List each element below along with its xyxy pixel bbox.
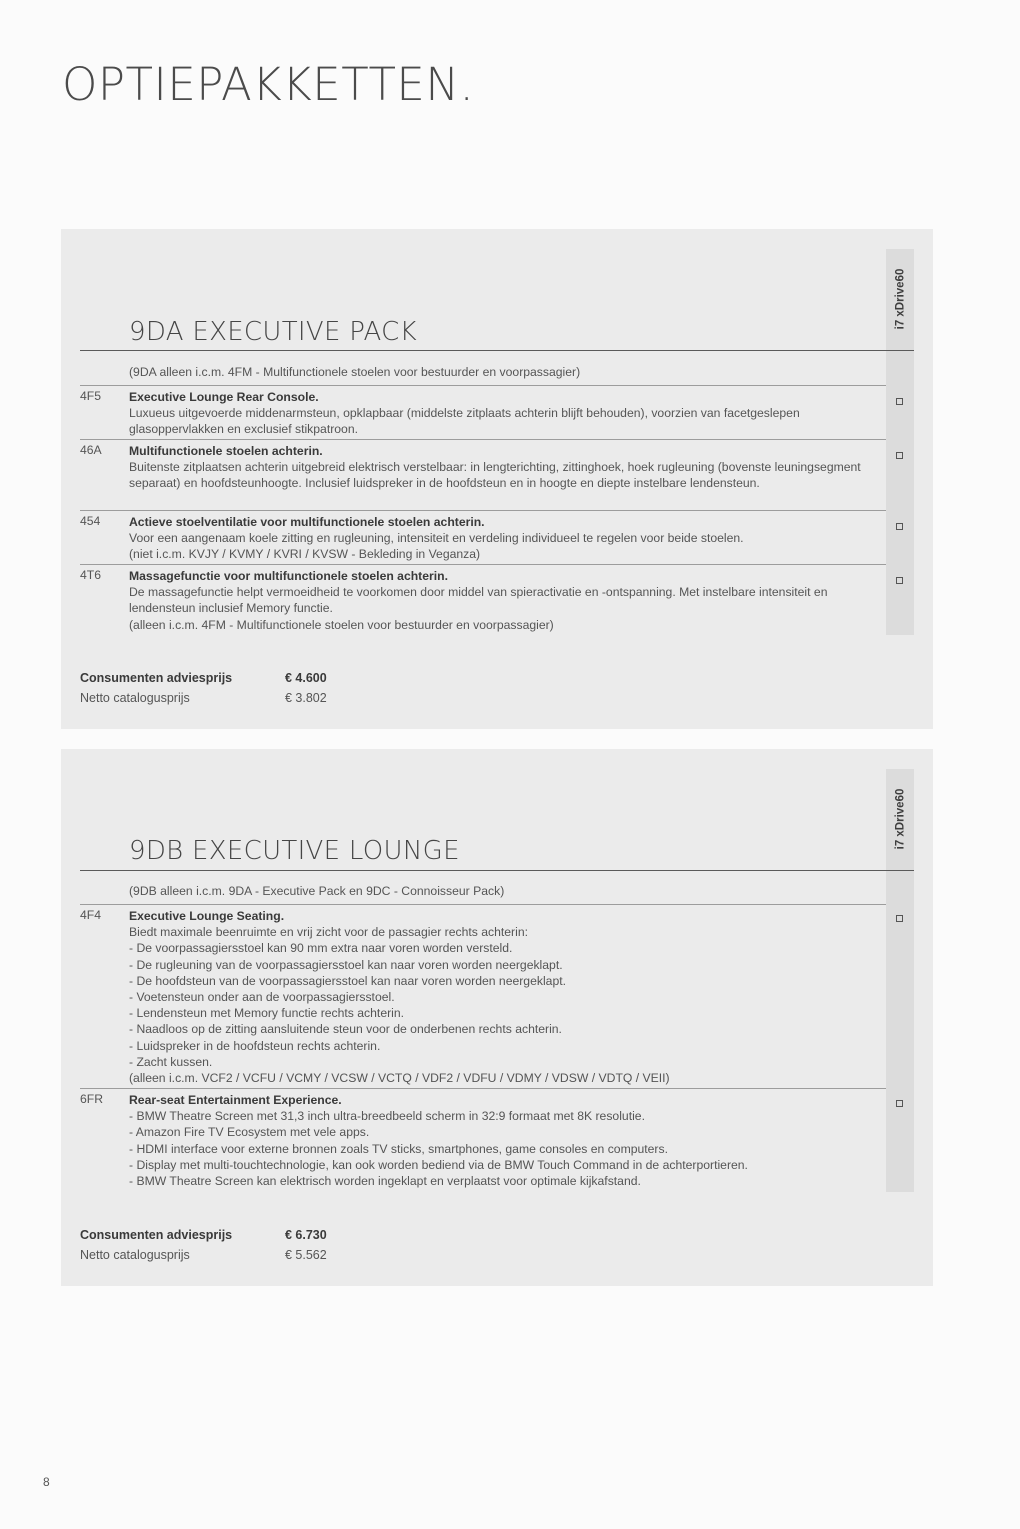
option-code: 454 [80,514,101,528]
option-description [129,1092,869,1189]
option-code: 46A [80,443,102,457]
pack-note: (9DA alleen i.c.m. 4FM - Multifunctionele stoelen voor bestuurder en voorpassagier) [129,365,581,379]
option-bullet: - Voetensteun onder aan de voorpassagiersstoel. [129,990,395,1005]
net-price-label: Netto catalogusprijs [80,1248,190,1262]
pack-title: 9DA EXECUTIVE PACK [129,317,417,347]
page-title: OPTIEPAKKETTEN. [62,58,475,111]
option-description [129,389,869,438]
divider [80,1088,886,1089]
divider [80,385,886,386]
option-bullet: - Zacht kussen. [129,1054,213,1069]
option-bullet: - Display met multi-touchtechnologie, kan ook worden bediend via de BMW Touch Command in de achterportieren. [129,1157,748,1172]
consumer-price-value: € 6.730 [285,1228,327,1242]
model-label [886,769,914,869]
option-text: De massagefunctie helpt vermoeidheid te voorkomen door middel van spieractivatie en -ontspanning. Met instelbare intensiteit en lendensteun inclusief Memory functie. [129,585,828,616]
option-description [129,443,869,492]
option-bullet: - De voorpassagiersstoel kan 90 mm extra naar voren worden versteld. [129,941,513,956]
option-description [129,908,869,1086]
pack-note: (9DB alleen i.c.m. 9DA - Executive Pack en 9DC - Connoisseur Pack) [129,884,505,898]
option-bullet: - HDMI interface voor externe bronnen zoals TV sticks, smartphones, game consoles en computers. [129,1141,668,1156]
title-divider [80,350,914,351]
availability-checkbox [896,452,903,459]
option-code: 4F4 [80,908,102,922]
option-name: Multifunctionele stoelen achterin. [129,444,323,458]
net-price-value: € 5.562 [285,1248,327,1262]
availability-checkbox [896,523,903,530]
option-text: Buitenste zitplaatsen achterin uitgebreid elektrisch verstelbaar: in lengterichting, zittinghoek, hoek rugleuning (bovenste leuningsegment separaat) en hoofdsteunhoogte. Inclusief luidspreker in de hoofdsteun en in hoogte en diepte instelbare lendensteun. [129,460,861,491]
availability-checkbox [896,915,903,922]
option-restriction: (niet i.c.m. KVJY / KVMY / KVRI / KVSW - Bekleding in Veganza) [129,547,481,562]
option-bullet: - BMW Theatre Screen kan elektrisch worden ingeklapt en verplaatst voor optimale kijkafstand. [129,1174,641,1189]
option-name: Executive Lounge Seating. [129,909,285,923]
option-description [129,568,869,633]
option-bullet: - De hoofdsteun van de voorpassagiersstoel kan naar voren worden neergeklapt. [129,973,566,988]
model-name: i7 xDrive60 [894,268,906,330]
consumer-price-label: Consumenten adviesprijs [80,671,233,685]
option-restriction: (alleen i.c.m. VCF2 / VCFU / VCMY / VCSW / VCTQ / VDF2 / VDFU / VDMY / VDSW / VDTQ / VEII) [129,1071,670,1086]
net-price-value: € 3.802 [285,691,327,705]
option-code: 4F5 [80,389,102,403]
consumer-price-value: € 4.600 [285,671,327,685]
option-name: Rear-seat Entertainment Experience. [129,1093,342,1107]
page-number: 8 [43,1475,50,1489]
divider [80,439,886,440]
option-name: Actieve stoelventilatie voor multifunctionele stoelen achterin. [129,515,485,529]
option-name: Executive Lounge Rear Console. [129,390,319,404]
option-description [129,514,869,563]
option-code: 6FR [80,1092,104,1106]
divider [80,564,886,565]
option-text: Luxueus uitgevoerde middenarmsteun, opklapbaar (middelste zitplaats achterin blijft behouden), voorzien van facetgeslepen glasoppervlakken en exclusief stikpatroon. [129,406,800,437]
availability-checkbox [896,398,903,405]
option-bullet: - Naadloos op de zitting aansluitende steun voor de onderbenen rechts achterin. [129,1022,562,1037]
pack-9db [61,749,933,1286]
availability-checkbox [896,1100,903,1107]
pack-9da [61,229,933,729]
option-restriction: (alleen i.c.m. 4FM - Multifunctionele stoelen voor bestuurder en voorpassagier) [129,617,554,632]
option-bullet: - De rugleuning van de voorpassagiersstoel kan naar voren worden neergeklapt. [129,957,563,972]
option-bullet: - Lendensteun met Memory functie rechts achterin. [129,1006,405,1021]
option-intro: Biedt maximale beenruimte en vrij zicht voor de passagier rechts achterin: [129,925,528,940]
title-divider [80,870,914,871]
model-label [886,249,914,349]
divider [80,510,886,511]
model-name: i7 xDrive60 [894,788,906,850]
availability-checkbox [896,577,903,584]
option-bullet: - Luidspreker in de hoofdsteun rechts achterin. [129,1038,381,1053]
divider [80,904,886,905]
option-bullet: - BMW Theatre Screen met 31,3 inch ultra-breedbeeld scherm in 32:9 formaat met 8K resolutie. [129,1109,645,1124]
pack-title: 9DB EXECUTIVE LOUNGE [129,836,460,866]
option-text: Voor een aangenaam koele zitting en rugleuning, intensiteit en verdeling individueel te regelen voor beide stoelen. [129,531,744,546]
option-bullet: - Amazon Fire TV Ecosystem met vele apps. [129,1125,370,1140]
option-code: 4T6 [80,568,102,582]
net-price-label: Netto catalogusprijs [80,691,190,705]
consumer-price-label: Consumenten adviesprijs [80,1228,233,1242]
option-name: Massagefunctie voor multifunctionele stoelen achterin. [129,569,448,583]
